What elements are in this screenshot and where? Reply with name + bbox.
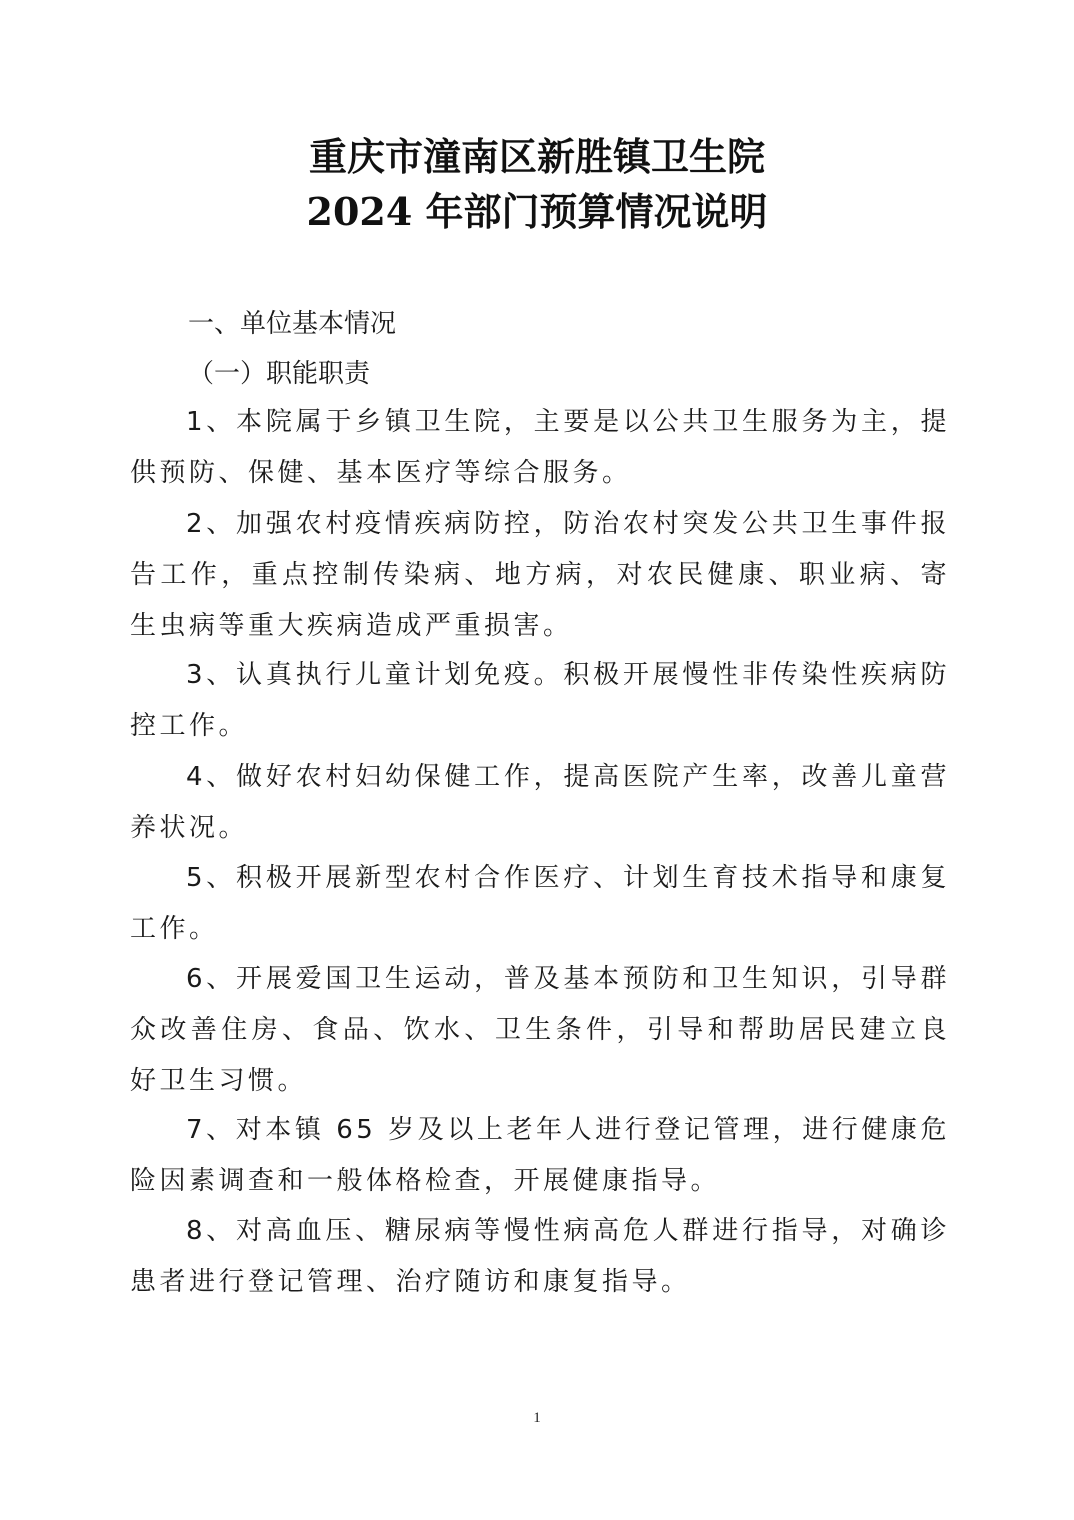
paragraph-7: 7、对本镇 65 岁及以上老年人进行登记管理，进行健康危险因素调查和一般体格检查，开展健康指导。 xyxy=(130,1115,950,1196)
paragraph-3: 3、认真执行儿童计划免疫。积极开展慢性非传染性疾病防控工作。 xyxy=(130,660,950,741)
paragraph-2: 2、加强农村疫情疾病防控，防治农村突发公共卫生事件报告工作，重点控制传染病、地方病，对农民健康、职业病、寄生虫病等重大疾病造成严重损害。 xyxy=(130,509,950,641)
subsection-heading: （一）职能职责 xyxy=(188,359,371,389)
paragraph-1: 1、本院属于乡镇卫生院，主要是以公共卫生服务为主，提供预防、保健、基本医疗等综合服务。 xyxy=(130,407,950,488)
document-title-line-1: 重庆市潼南区新胜镇卫生院 xyxy=(308,134,765,179)
paragraph-8: 8、对高血压、糖尿病等慢性病高危人群进行指导，对确诊患者进行登记管理、治疗随访和康复指导。 xyxy=(130,1216,950,1297)
page-number: 1 xyxy=(533,1410,541,1426)
paragraph-4: 4、做好农村妇幼保健工作，提高医院产生率，改善儿童营养状况。 xyxy=(130,762,950,843)
paragraph-6: 6、开展爱国卫生运动，普及基本预防和卫生知识，引导群众改善住房、食品、饮水、卫生条件，引导和帮助居民建立良好卫生习惯。 xyxy=(130,964,950,1096)
section-heading: 一、单位基本情况 xyxy=(188,309,397,339)
document-title-line-2: 2024 年部门预算情况说明 xyxy=(306,189,768,234)
paragraph-5: 5、积极开展新型农村合作医疗、计划生育技术指导和康复工作。 xyxy=(130,863,950,944)
